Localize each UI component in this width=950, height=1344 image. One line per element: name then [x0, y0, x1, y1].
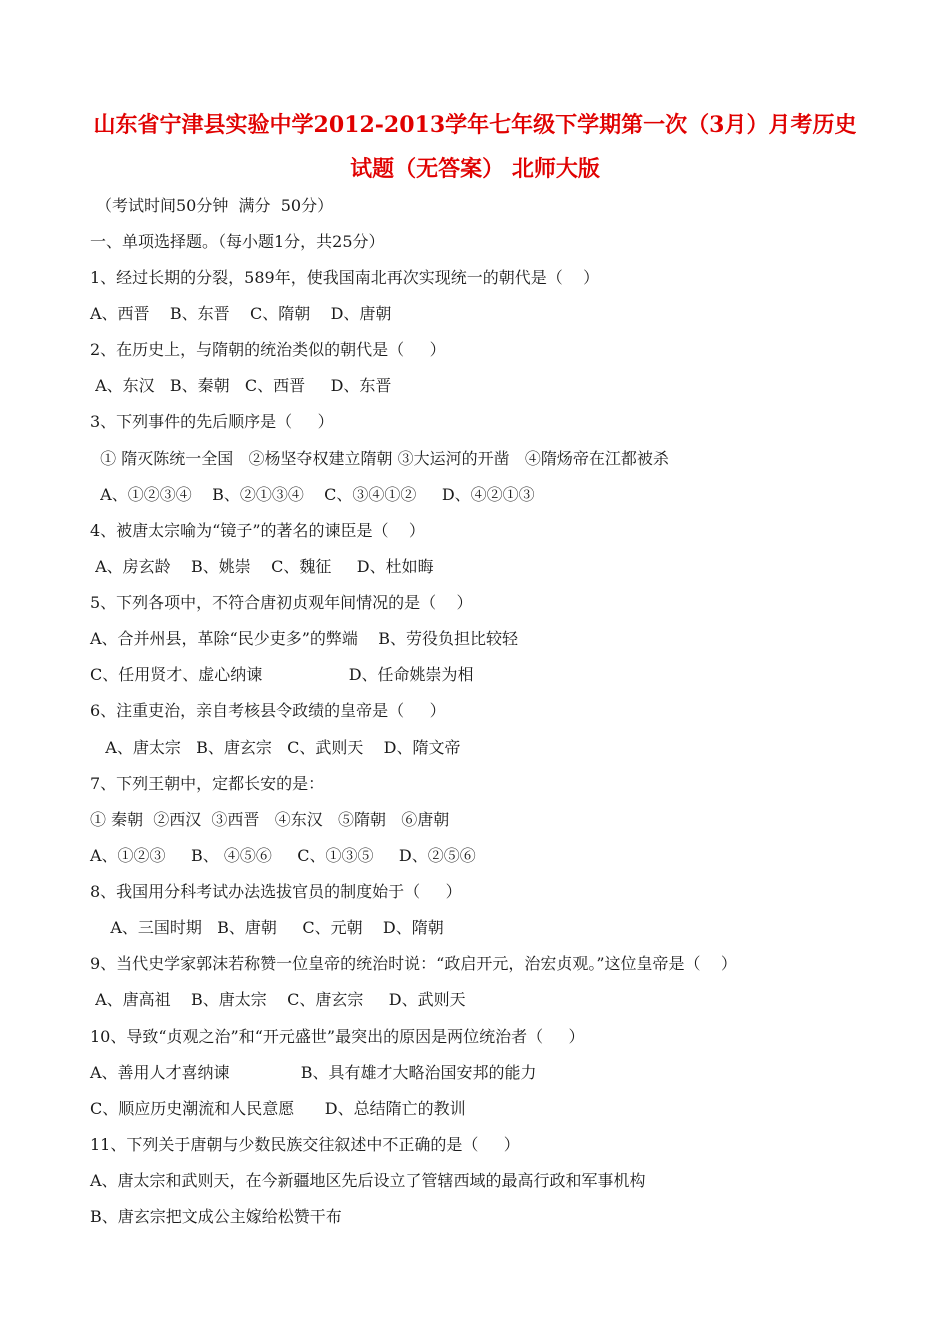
question-9-stem: 9、当代史学家郭沫若称赞一位皇帝的统治时说：“政启开元，治宏贞观。”这位皇帝是（ ）: [90, 954, 737, 973]
question-5-options-ab: A、合并州县，革除“民少吏多”的弊端 B、劳役负担比较轻: [90, 629, 519, 648]
question-11-option-b: B、唐玄宗把文成公主嫁给松赞干布: [90, 1207, 342, 1226]
question-10-options-cd: C、顺应历史潮流和人民意愿 D、总结隋亡的教训: [90, 1099, 466, 1118]
question-8-options: A、三国时期 B、唐朝 C、元朝 D、隋朝: [90, 918, 444, 937]
question-5-stem: 5、下列各项中，不符合唐初贞观年间情况的是（ ）: [90, 593, 473, 612]
question-1-stem: 1、经过长期的分裂，589年，使我国南北再次实现统一的朝代是（ ）: [90, 268, 600, 287]
question-10-stem: 10、导致“贞观之治”和“开元盛世”最突出的原因是两位统治者（ ）: [90, 1027, 585, 1046]
question-9-options: A、唐高祖 B、唐太宗 C、唐玄宗 D、武则天: [90, 990, 466, 1009]
question-10-options-ab: A、善用人才喜纳谏 B、具有雄才大略治国安邦的能力: [90, 1063, 537, 1082]
question-7-dynasties: ① 秦朝 ②西汉 ③西晋 ④东汉 ⑤隋朝 ⑥唐朝: [90, 810, 450, 829]
question-2-options: A、东汉 B、秦朝 C、西晋 D、东晋: [90, 376, 392, 395]
question-3-options: A、①②③④ B、②①③④ C、③④①② D、④②①③: [90, 485, 535, 504]
question-1-options: A、西晋 B、东晋 C、隋朝 D、唐朝: [90, 304, 392, 323]
question-6-stem: 6、注重吏治，亲自考核县令政绩的皇帝是（ ）: [90, 701, 446, 720]
question-8-stem: 8、我国用分科考试办法选拔官员的制度始于（ ）: [90, 882, 462, 901]
question-3-events: ① 隋灭陈统一全国 ②杨坚夺权建立隋朝 ③大运河的开凿 ④隋炀帝在江都被杀: [90, 449, 669, 468]
question-7-options: A、①②③ B、 ④⑤⑥ C、①③⑤ D、②⑤⑥: [90, 846, 476, 865]
exam-info: （考试时间50分钟 满分 50分）: [96, 196, 334, 215]
question-11-stem: 11、下列关于唐朝与少数民族交往叙述中不正确的是（ ）: [90, 1135, 520, 1154]
question-4-options: A、房玄龄 B、姚崇 C、魏征 D、杜如晦: [90, 557, 434, 576]
section-heading: 一、单项选择题。（每小题1分，共25分）: [90, 232, 385, 251]
question-7-stem: 7、下列王朝中，定都长安的是：: [90, 774, 325, 793]
exam-title-line-2: 试题（无答案） 北师大版: [350, 156, 600, 182]
exam-title-line-1: 山东省宁津县实验中学2012-2013学年七年级下学期第一次（3月）月考历史: [93, 112, 857, 138]
question-6-options: A、唐太宗 B、唐玄宗 C、武则天 D、隋文帝: [90, 738, 461, 757]
question-11-option-a: A、唐太宗和武则天，在今新疆地区先后设立了管辖西域的最高行政和军事机构: [90, 1171, 646, 1190]
question-5-options-cd: C、任用贤才、虚心纳谏 D、任命姚崇为相: [90, 665, 474, 684]
question-4-stem: 4、被唐太宗喻为“镜子”的著名的谏臣是（ ）: [90, 521, 425, 540]
question-3-stem: 3、下列事件的先后顺序是（ ）: [90, 412, 334, 431]
question-2-stem: 2、在历史上，与隋朝的统治类似的朝代是（ ）: [90, 340, 446, 359]
